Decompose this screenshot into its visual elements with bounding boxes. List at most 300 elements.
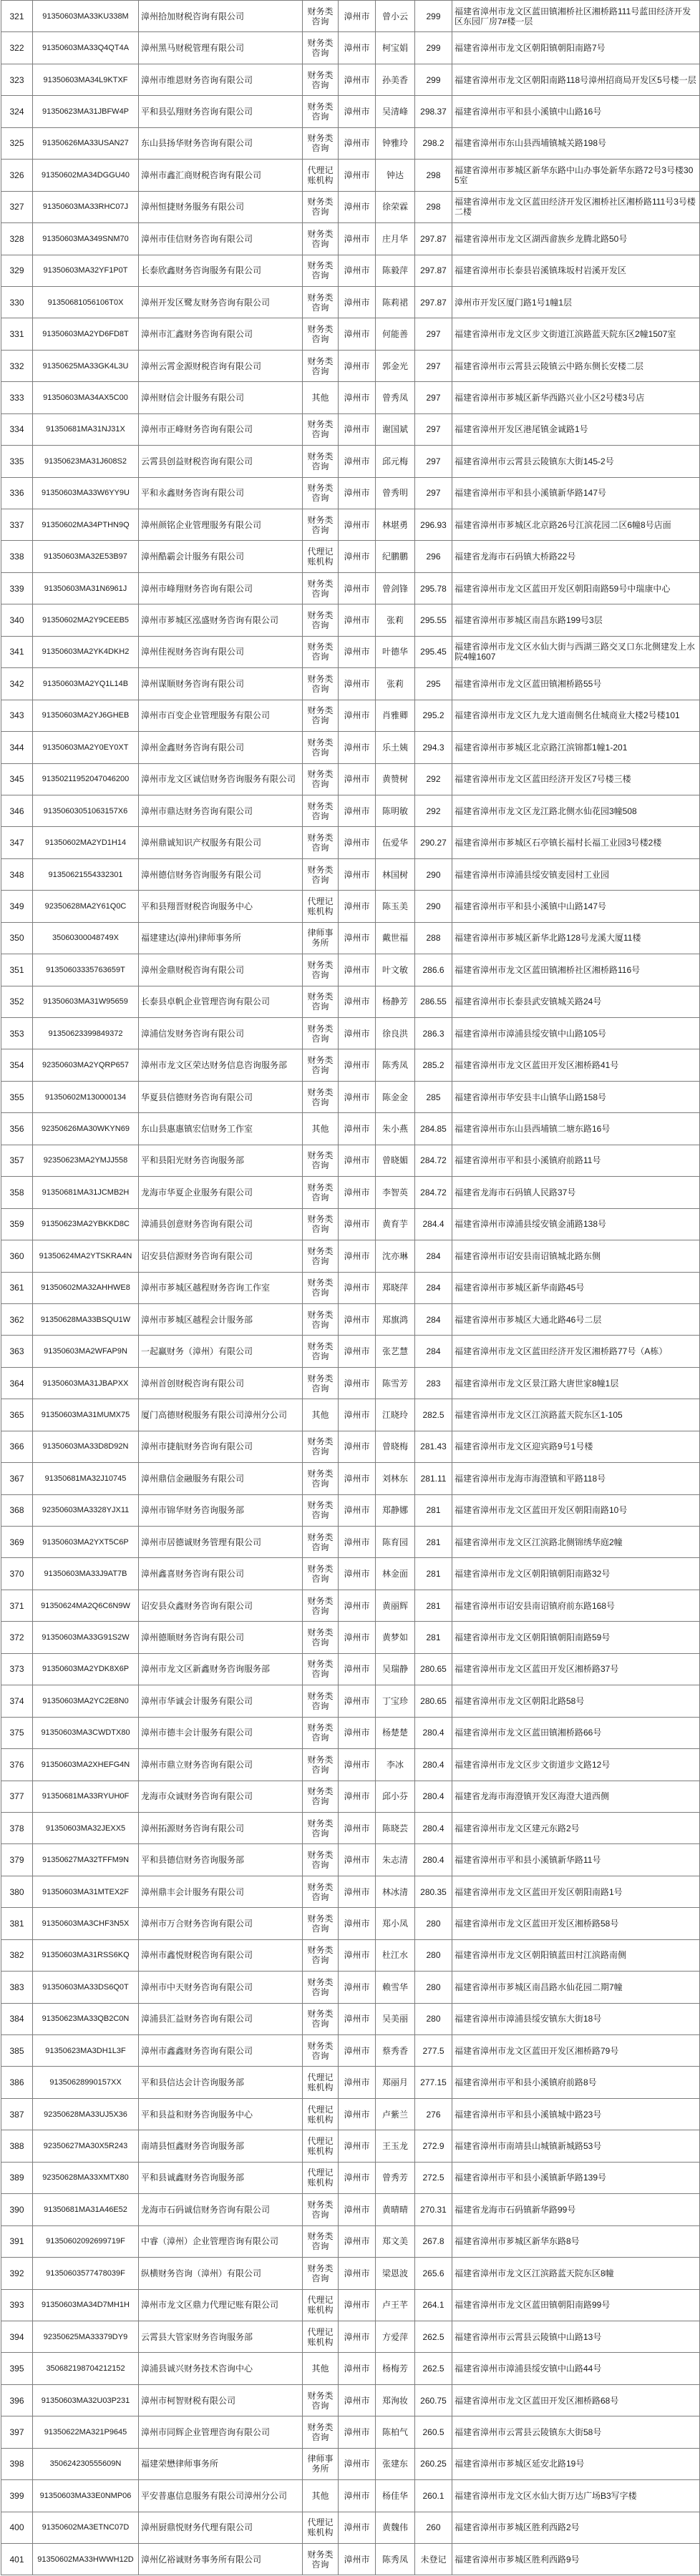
city-cell: 漳州市	[339, 636, 376, 667]
address-cell: 福建省漳州市龙文区建元东路2号	[452, 1812, 700, 1843]
legal-person-cell: 郑小凤	[376, 1908, 415, 1939]
credit-code-cell: 91350628MA33BSQU1W	[33, 1303, 139, 1335]
row-number-cell: 348	[1, 858, 33, 890]
institution-type-cell: 财务类咨询	[303, 1939, 339, 1971]
credit-code-cell: 91350603MA2YQ1L14B	[33, 668, 139, 700]
table-row	[1, 2289, 700, 2321]
score-cell: 290	[415, 858, 452, 890]
address-cell: 福建省漳州市漳浦县绥安镇中山路44号	[452, 2353, 700, 2384]
credit-code-cell: 91350602MA2YD1H14	[33, 827, 139, 858]
institution-type-cell: 财务类咨询	[303, 286, 339, 318]
company-name-cell: 厦门高德财税服务有限公司漳州分公司	[139, 1399, 303, 1431]
row-number-cell: 353	[1, 1018, 33, 1049]
row-number-cell: 336	[1, 477, 33, 509]
table-row	[1, 1558, 700, 1590]
address-cell: 福建省漳州市龙文区朝阳南路118号漳州招商局开发区5号楼一层	[452, 64, 700, 95]
address-cell: 福建省漳州市龙文区蓝田开发区湘桥路79号	[452, 2035, 700, 2067]
row-number-cell: 330	[1, 286, 33, 318]
score-cell: 260.1	[415, 2480, 452, 2512]
institution-type-cell: 财务类咨询	[303, 1208, 339, 1240]
score-cell: 277.15	[415, 2067, 452, 2098]
company-name-cell: 漳州市百变企业管理服务有限公司	[139, 700, 303, 731]
company-name-cell: 龙海市华夏企业服务有限公司	[139, 1177, 303, 1208]
company-name-cell: 漳州市同辉企业管理咨询有限公司	[139, 2416, 303, 2448]
city-cell: 漳州市	[339, 2321, 376, 2352]
city-cell: 漳州市	[339, 382, 376, 413]
company-name-cell: 平和县翔晋财税咨询服务中心	[139, 891, 303, 922]
city-cell: 漳州市	[339, 477, 376, 509]
legal-person-cell: 纪鹏鹏	[376, 541, 415, 572]
city-cell: 漳州市	[339, 1367, 376, 1399]
table-row	[1, 413, 700, 445]
score-cell: 292	[415, 763, 452, 795]
table-row	[1, 541, 700, 572]
address-cell: 福建省漳州市芗城区延安北路19号	[452, 2448, 700, 2479]
table-row	[1, 32, 700, 64]
score-cell: 298.2	[415, 127, 452, 159]
legal-person-cell: 郑文美	[376, 2225, 415, 2257]
institution-type-cell: 财务类咨询	[303, 1, 339, 32]
company-name-cell: 漳浦县创意财务咨询有限公司	[139, 1208, 303, 1240]
credit-code-cell: 91350603MA33W6YY9U	[33, 477, 139, 509]
company-name-cell: 平和县弘翔财务咨询有限公司	[139, 96, 303, 127]
address-cell: 福建省漳州市龙文区步文街道江滨路蓝天院东区2幢1507室	[452, 318, 700, 350]
table-row	[1, 1527, 700, 1558]
company-name-cell: 长泰县卓帆企业管理咨询有限公司	[139, 986, 303, 1017]
score-cell: 288	[415, 922, 452, 954]
score-cell: 260.75	[415, 2384, 452, 2416]
credit-code-cell: 92350603MA3328YJX11	[33, 1494, 139, 1526]
institution-type-cell: 财务类咨询	[303, 604, 339, 636]
address-cell: 福建省漳州市漳浦县绥安镇麦园村工业园	[452, 858, 700, 890]
score-cell: 295	[415, 668, 452, 700]
credit-code-cell: 92350628MA33UJ5X36	[33, 2098, 139, 2130]
city-cell: 漳州市	[339, 1049, 376, 1081]
legal-person-cell: 沈亦琳	[376, 1240, 415, 1272]
city-cell: 漳州市	[339, 2162, 376, 2193]
legal-person-cell: 曾秀芳	[376, 2162, 415, 2193]
table-row	[1, 64, 700, 95]
address-cell: 福建省漳州市平和县小溪镇府前路8号	[452, 2067, 700, 2098]
institution-type-cell: 财务类咨询	[303, 1972, 339, 2003]
company-name-cell: 漳州首创财税咨询有限公司	[139, 1367, 303, 1399]
row-number-cell: 332	[1, 350, 33, 381]
legal-person-cell: 徐荣霖	[376, 191, 415, 222]
institution-type-cell: 财务类咨询	[303, 1527, 339, 1558]
address-cell: 福建省漳州市龙文区蓝田镇湘桥路55号	[452, 668, 700, 700]
city-cell: 漳州市	[339, 986, 376, 1017]
score-cell: 286.3	[415, 1018, 452, 1049]
institution-type-cell: 律师事务所	[303, 2448, 339, 2479]
table-row	[1, 1781, 700, 1812]
score-cell: 264.1	[415, 2289, 452, 2321]
score-cell: 280.65	[415, 1653, 452, 1685]
row-number-cell: 391	[1, 2225, 33, 2257]
score-cell: 280.4	[415, 1749, 452, 1781]
address-cell: 福建省漳州市龙文区江滨路蓝天院东区1-105	[452, 1399, 700, 1431]
institution-type-cell: 代理记账机构	[303, 2098, 339, 2130]
address-cell: 福建省龙海市石码镇人民路37号	[452, 1177, 700, 1208]
address-cell: 福建省漳州市芗城区胜利西路2号	[452, 2512, 700, 2543]
score-cell: 284.72	[415, 1177, 452, 1208]
table-row	[1, 1972, 700, 2003]
table-row	[1, 446, 700, 477]
city-cell: 漳州市	[339, 2003, 376, 2034]
address-cell: 福建省漳州市芗城区石亭镇长福村长福工业园3号楼2楼	[452, 827, 700, 858]
score-cell: 297	[415, 318, 452, 350]
address-cell: 福建省漳州市平和县小溪镇中山路16号	[452, 96, 700, 127]
credit-code-cell: 350624230555609N	[33, 2448, 139, 2479]
city-cell: 漳州市	[339, 2194, 376, 2225]
row-number-cell: 361	[1, 1272, 33, 1303]
score-cell: 297	[415, 350, 452, 381]
legal-person-cell: 钟雅玲	[376, 127, 415, 159]
table-row	[1, 2035, 700, 2067]
address-cell: 福建省漳州市龙文区蓝田经济开发区7号楼三楼	[452, 763, 700, 795]
score-cell: 280.4	[415, 1781, 452, 1812]
table-row	[1, 1272, 700, 1303]
row-number-cell: 378	[1, 1812, 33, 1843]
table-row	[1, 2003, 700, 2034]
row-number-cell: 385	[1, 2035, 33, 2067]
address-cell: 福建省漳州市龙文区蓝田经济开发区湘桥路77号（A栋）	[452, 1336, 700, 1367]
institution-type-cell: 财务类咨询	[303, 572, 339, 604]
address-cell: 福建省漳州市长泰县岩溪镇珠坂村岩溪开发区	[452, 255, 700, 286]
address-cell: 福建省漳州市龙文区水仙大街万达广场B3写字楼	[452, 2480, 700, 2512]
score-cell: 298.37	[415, 96, 452, 127]
score-cell: 270.31	[415, 2194, 452, 2225]
company-name-cell: 漳州市鑫汇商财税咨询有限公司	[139, 160, 303, 191]
city-cell: 漳州市	[339, 160, 376, 191]
credit-code-cell: 91350622MA321P9645	[33, 2416, 139, 2448]
score-cell: 281	[415, 1622, 452, 1653]
company-name-cell: 漳州市龙文区鼎力代理记账有限公司	[139, 2289, 303, 2321]
score-cell: 297.87	[415, 286, 452, 318]
city-cell: 漳州市	[339, 954, 376, 986]
table-row	[1, 604, 700, 636]
legal-person-cell: 曾剑锋	[376, 572, 415, 604]
company-name-cell: 平和永鑫财务咨询有限公司	[139, 477, 303, 509]
company-name-cell: 漳州市芗城区越程财务咨询工作室	[139, 1272, 303, 1303]
row-number-cell: 371	[1, 1590, 33, 1621]
company-name-cell: 漳州市德丰会计服务有限公司	[139, 1717, 303, 1748]
institution-type-cell: 财务类咨询	[303, 1240, 339, 1272]
address-cell: 福建省漳州市龙文区景江路大唐世家8幢1层	[452, 1367, 700, 1399]
city-cell: 漳州市	[339, 1272, 376, 1303]
institution-type-cell: 财务类咨询	[303, 413, 339, 445]
address-cell: 福建省漳州市平和县小溪镇新华路139号	[452, 2162, 700, 2193]
city-cell: 漳州市	[339, 64, 376, 95]
city-cell: 漳州市	[339, 2480, 376, 2512]
city-cell: 漳州市	[339, 1685, 376, 1717]
row-number-cell: 396	[1, 2384, 33, 2416]
address-cell: 福建省漳州市龙文区龙江路北侧水仙花园3幢508	[452, 795, 700, 826]
row-number-cell: 342	[1, 668, 33, 700]
row-number-cell: 368	[1, 1494, 33, 1526]
company-name-cell: 漳州市中天财务咨询有限公司	[139, 1972, 303, 2003]
row-number-cell: 349	[1, 891, 33, 922]
row-number-cell: 338	[1, 541, 33, 572]
credit-code-cell: 91350603MA2YDK8X6P	[33, 1653, 139, 1685]
institution-type-cell: 财务类咨询	[303, 1463, 339, 1494]
address-cell: 福建省漳州市龙文区蓝田经济开发区湘桥社区湘桥路111号3号楼二楼	[452, 191, 700, 222]
legal-person-cell: 郑旗鸿	[376, 1303, 415, 1335]
company-name-cell: 漳州市汇鑫财务咨询有限公司	[139, 318, 303, 350]
company-name-cell: 漳州市鼎立财务咨询有限公司	[139, 1749, 303, 1781]
address-cell: 福建省漳州市漳浦县绥安镇中山路105号	[452, 1018, 700, 1049]
address-cell: 福建省漳州市龙海市海澄镇和平路118号	[452, 1463, 700, 1494]
institution-type-cell: 财务类咨询	[303, 732, 339, 763]
institution-type-cell: 财务类咨询	[303, 2544, 339, 2575]
row-number-cell: 327	[1, 191, 33, 222]
credit-code-cell: 91350628990157XX	[33, 2067, 139, 2098]
address-cell: 福建省漳州市云霄县云陵镇云中路东侧长安楼二层	[452, 350, 700, 381]
credit-code-cell: 91350603MA2YD6FD8T	[33, 318, 139, 350]
credit-code-cell: 91350681MA33RYUH0F	[33, 1781, 139, 1812]
row-number-cell: 365	[1, 1399, 33, 1431]
city-cell: 漳州市	[339, 2384, 376, 2416]
legal-person-cell: 吴美丽	[376, 2003, 415, 2034]
address-cell: 福建省漳州市龙文区迎宾路9号1号楼	[452, 1431, 700, 1462]
company-name-cell: 漳州拾加财税咨询有限公司	[139, 1, 303, 32]
score-cell: 280.4	[415, 1812, 452, 1843]
institution-type-cell: 财务类咨询	[303, 1812, 339, 1843]
row-number-cell: 337	[1, 509, 33, 541]
credit-code-cell: 91350623MA31JBFW4P	[33, 96, 139, 127]
city-cell: 漳州市	[339, 1972, 376, 2003]
institution-type-cell: 代理记账机构	[303, 2162, 339, 2193]
table-row	[1, 1463, 700, 1494]
institution-type-cell: 财务类咨询	[303, 32, 339, 64]
table-row	[1, 1749, 700, 1781]
credit-code-cell: 91350602MA34PTHN9Q	[33, 509, 139, 541]
table-row	[1, 795, 700, 826]
legal-person-cell: 曾晓梅	[376, 1431, 415, 1462]
legal-person-cell: 陈秀凤	[376, 2544, 415, 2575]
row-number-cell: 392	[1, 2258, 33, 2289]
legal-person-cell: 黄丽辉	[376, 1590, 415, 1621]
table-row	[1, 891, 700, 922]
score-cell: 281	[415, 1558, 452, 1590]
city-cell: 漳州市	[339, 127, 376, 159]
company-name-cell: 漳州市柯智财税有限公司	[139, 2384, 303, 2416]
score-cell: 284	[415, 1303, 452, 1335]
address-cell: 福建省漳州市龙文区蓝田镇湘桥社区湘桥路116号	[452, 954, 700, 986]
city-cell: 漳州市	[339, 732, 376, 763]
city-cell: 漳州市	[339, 1717, 376, 1748]
table-row	[1, 1303, 700, 1335]
address-cell: 福建省漳州市平和县小溪镇城中路23号	[452, 2098, 700, 2130]
address-cell: 福建省漳州市华安县丰山镇华山路158号	[452, 1081, 700, 1112]
legal-person-cell: 郑晓萍	[376, 1272, 415, 1303]
address-cell: 福建省漳州市龙文区朝阳镇蓝田村江滨路南侧	[452, 1939, 700, 1971]
company-name-cell: 漳州佳视财务咨询有限公司	[139, 636, 303, 667]
institution-type-cell: 财务类咨询	[303, 2225, 339, 2257]
credit-code-cell: 91350603MA31JBAPXX	[33, 1367, 139, 1399]
institution-type-cell: 财务类咨询	[303, 255, 339, 286]
institution-type-cell: 财务类咨询	[303, 2416, 339, 2448]
legal-person-cell: 陈雪芳	[376, 1367, 415, 1399]
credit-code-cell: 91350603MA33J9AT7B	[33, 1558, 139, 1590]
score-cell: 281	[415, 1590, 452, 1621]
table-row	[1, 1177, 700, 1208]
score-cell: 297	[415, 477, 452, 509]
table-row	[1, 191, 700, 222]
institution-type-cell: 财务类咨询	[303, 1781, 339, 1812]
institution-type-cell: 财务类咨询	[303, 2384, 339, 2416]
company-name-cell: 漳浦县汇益财务咨询有限公司	[139, 2003, 303, 2034]
address-cell: 福建省漳州市芗城区胜利西路9号	[452, 2544, 700, 2575]
table-row	[1, 1431, 700, 1462]
legal-person-cell: 蔡秀香	[376, 2035, 415, 2067]
institution-type-cell: 财务类咨询	[303, 1494, 339, 1526]
row-number-cell: 372	[1, 1622, 33, 1653]
row-number-cell: 366	[1, 1431, 33, 1462]
credit-code-cell: 91350603MA33D8D92N	[33, 1431, 139, 1462]
company-name-cell: 漳州亿裕诚财务事务所有限公司	[139, 2544, 303, 2575]
credit-code-cell: 91350603MA32E53B97	[33, 541, 139, 572]
address-cell: 福建省漳州市漳浦县绥安镇金浦路138号	[452, 1208, 700, 1240]
city-cell: 漳州市	[339, 1431, 376, 1462]
score-cell: 298	[415, 191, 452, 222]
row-number-cell: 351	[1, 954, 33, 986]
row-number-cell: 333	[1, 382, 33, 413]
city-cell: 漳州市	[339, 446, 376, 477]
credit-code-cell: 92350628MA33XMTX80	[33, 2162, 139, 2193]
row-number-cell: 367	[1, 1463, 33, 1494]
city-cell: 漳州市	[339, 1208, 376, 1240]
city-cell: 漳州市	[339, 2098, 376, 2130]
score-cell: 281.43	[415, 1431, 452, 1462]
row-number-cell: 387	[1, 2098, 33, 2130]
row-number-cell: 360	[1, 1240, 33, 1272]
credit-code-cell: 91350603MA3CWDTX80	[33, 1717, 139, 1748]
institution-type-cell: 财务类咨询	[303, 2003, 339, 2034]
row-number-cell: 383	[1, 1972, 33, 2003]
credit-code-cell: 91350603MA34AX5C00	[33, 382, 139, 413]
company-name-cell: 长泰欣鑫财务咨询服务有限公司	[139, 255, 303, 286]
row-number-cell: 346	[1, 795, 33, 826]
city-cell: 漳州市	[339, 1653, 376, 1685]
legal-person-cell: 吴清峰	[376, 96, 415, 127]
row-number-cell: 357	[1, 1145, 33, 1176]
institution-type-cell: 财务类咨询	[303, 1177, 339, 1208]
city-cell: 漳州市	[339, 604, 376, 636]
company-name-cell: 漳州市维恩财务咨询有限公司	[139, 64, 303, 95]
institution-type-cell: 财务类咨询	[303, 986, 339, 1017]
address-cell: 福建省漳州市龙文区蓝田开发区朝阳南路10号	[452, 1494, 700, 1526]
institution-type-cell: 律师事务所	[303, 922, 339, 954]
company-name-cell: 漳州市鑫悦财税咨询有限公司	[139, 1939, 303, 1971]
legal-person-cell: 卢王芊	[376, 2289, 415, 2321]
company-name-cell: 漳州鑫喜财务咨询有限公司	[139, 1558, 303, 1590]
company-name-cell: 漳州拓源财务咨询有限公司	[139, 1812, 303, 1843]
credit-code-cell: 91350603MA3CHF3N5X	[33, 1908, 139, 1939]
row-number-cell: 377	[1, 1781, 33, 1812]
city-cell: 漳州市	[339, 2544, 376, 2575]
legal-person-cell: 朱小燕	[376, 1113, 415, 1145]
row-number-cell: 328	[1, 223, 33, 255]
table-row	[1, 2225, 700, 2257]
credit-code-cell: 91350603MA2YK4DKH2	[33, 636, 139, 667]
address-cell: 福建省漳州市龙文区朝阳镇朝阳南路59号	[452, 1622, 700, 1653]
table-row	[1, 382, 700, 413]
city-cell: 漳州市	[339, 858, 376, 890]
city-cell: 漳州市	[339, 1939, 376, 1971]
credit-code-cell: 91350623MA2YBKKD8C	[33, 1208, 139, 1240]
legal-person-cell: 林堪勇	[376, 509, 415, 541]
table-row	[1, 2098, 700, 2130]
credit-code-cell: 91350603MA31N6961J	[33, 572, 139, 604]
company-name-cell: 漳州市龙文区诚信财务咨询服务有限公司	[139, 763, 303, 795]
credit-code-cell: 91350603MA33KU338M	[33, 1, 139, 32]
institution-type-cell: 财务类咨询	[303, 318, 339, 350]
city-cell: 漳州市	[339, 2035, 376, 2067]
row-number-cell: 381	[1, 1908, 33, 1939]
legal-person-cell: 刘林东	[376, 1463, 415, 1494]
address-cell: 福建省漳州市龙文区蓝田开发区湘桥路37号	[452, 1653, 700, 1685]
score-cell: 280.4	[415, 1717, 452, 1748]
legal-person-cell: 李智英	[376, 1177, 415, 1208]
address-cell: 福建省漳州市平和县小溪镇新华路147号	[452, 477, 700, 509]
credit-code-cell: 91350602MA3ETNC07D	[33, 2512, 139, 2543]
credit-code-cell: 91350603MA2YC2E8N0	[33, 1685, 139, 1717]
company-name-cell: 一起赢财务（漳州）有限公司	[139, 1336, 303, 1367]
score-cell: 280.65	[415, 1685, 452, 1717]
score-cell: 297.87	[415, 255, 452, 286]
institution-type-cell: 财务类咨询	[303, 1876, 339, 1907]
score-cell: 267.8	[415, 2225, 452, 2257]
legal-person-cell: 庄月华	[376, 223, 415, 255]
company-name-cell: 漳州市万合财务咨询有限公司	[139, 1908, 303, 1939]
score-cell: 280	[415, 1972, 452, 2003]
legal-person-cell: 杨静芳	[376, 986, 415, 1017]
score-cell: 272.5	[415, 2162, 452, 2193]
institution-type-cell: 财务类咨询	[303, 1018, 339, 1049]
legal-person-cell: 江晓玲	[376, 1399, 415, 1431]
institution-type-cell: 财务类咨询	[303, 954, 339, 986]
address-cell: 福建省漳州市龙文区湖西畲族乡龙腾北路50号	[452, 223, 700, 255]
company-name-cell: 华夏县信德财务咨询有限公司	[139, 1081, 303, 1112]
score-cell: 297	[415, 446, 452, 477]
legal-person-cell: 朱志清	[376, 1844, 415, 1876]
table-row	[1, 1590, 700, 1621]
legal-person-cell: 陈毅萍	[376, 255, 415, 286]
city-cell: 漳州市	[339, 1, 376, 32]
row-number-cell: 326	[1, 160, 33, 191]
city-cell: 漳州市	[339, 1303, 376, 1335]
institution-type-cell: 财务类咨询	[303, 1685, 339, 1717]
score-cell: 284.72	[415, 1145, 452, 1176]
company-name-cell: 云霄县创益财税咨询有限公司	[139, 446, 303, 477]
city-cell: 漳州市	[339, 1113, 376, 1145]
credit-code-cell: 91350602M130000134	[33, 1081, 139, 1112]
institution-type-cell: 财务类咨询	[303, 223, 339, 255]
score-cell: 281	[415, 1527, 452, 1558]
institution-type-cell: 代理记账机构	[303, 2130, 339, 2162]
score-cell: 298	[415, 160, 452, 191]
city-cell: 漳州市	[339, 2225, 376, 2257]
row-number-cell: 369	[1, 1527, 33, 1558]
city-cell: 漳州市	[339, 255, 376, 286]
institution-type-cell: 代理记账机构	[303, 2289, 339, 2321]
city-cell: 漳州市	[339, 1558, 376, 1590]
address-cell: 福建省漳州市龙文区朝阳镇朝阳南路32号	[452, 1558, 700, 1590]
score-cell: 280	[415, 1939, 452, 1971]
city-cell: 漳州市	[339, 2512, 376, 2543]
city-cell: 漳州市	[339, 1177, 376, 1208]
row-number-cell: 398	[1, 2448, 33, 2479]
